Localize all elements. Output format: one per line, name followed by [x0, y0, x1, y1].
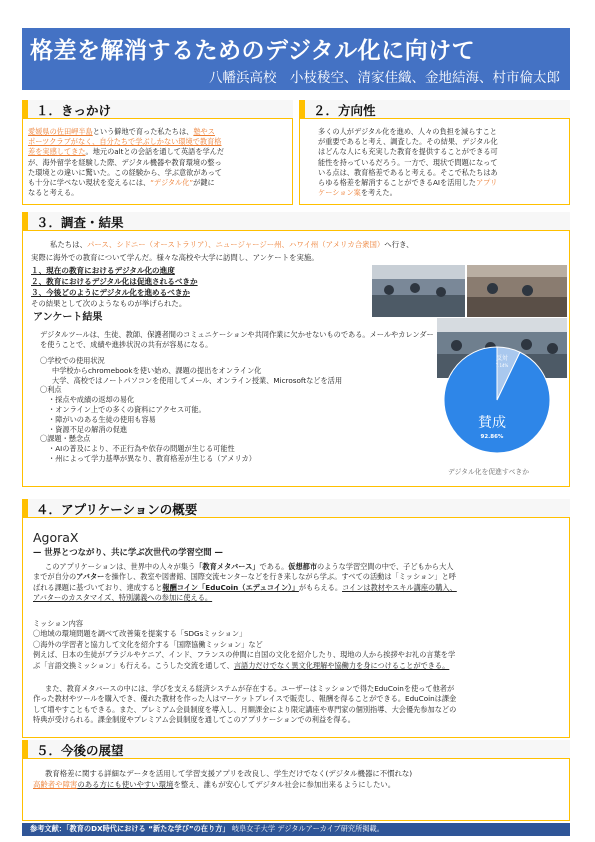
question-3: ３、今後どのようにデジタル化を進めるべきか: [31, 288, 191, 297]
result-summary: デジタルツールは、生徒、教師、保護者間のコミュニケーションや共同作業に欠かせないものである。メールやカレンダー を使うことで、成績や進捗状況の共有が容易になる。: [40, 330, 434, 350]
section-4-heading: ４．アプリケーションの概要: [22, 499, 570, 518]
result-title: アンケート結果: [33, 312, 103, 323]
mission-list: ミッション内容 〇地域の環境問題を調べて改善策を提案する「SDGsミッション」 〇海外の学習者と協力して文化を紹介する「国際協働ミッション」など 例えば、日本の生徒がブラジルやケニア、インド、フランスの仲間に自国の文化を紹介したり、現地の人から挨拶やお礼の言葉を学 ぶ「言語交換ミッション」も行える。こうした交流を通して、言語力だけでなく異文化理解や協働力を身につけることができる。: [33, 619, 456, 670]
pie-label-agree: 賛成: [478, 415, 506, 431]
app-description: このアプリケーションは、世界中の人々が集う「教育メタバース」である。仮想都市のような学習空間の中で、子どもから大人 までが自分のアバターを操作し、教室や図書館、国際交流センターなどを行き来しながら学ぶ。すべての活動は「ミッション」と呼 ばれる課題に基づいており、達成すると報酬コイン「EduCoin（エデュコイン）」がもらえる。コインは教材やスキル講座の購入、 アバターのカスタマイズ、特別講義への参加に使える。: [33, 562, 457, 603]
reference-source: 岐阜女子大学 デジタルアーカイブ研究所掲載。: [231, 824, 384, 833]
section-1-body: 愛媛県の佐田岬半島という僻地で育った私たちは、塾やス ポーツクラブがなく、自分たちで学ぶしかない環境で教育格 差を実感してきた。地元のaltとの会話を通して英語を学んだ が、海外留学を経験した際、デジタル機器や教育環境の整っ た環境との違いに驚いた。この経験から、学ぶ意欲があって も十分に学べない現状を変えるには、“デジタル化”が鍵に なると考える。: [28, 127, 225, 198]
references-bar: [22, 823, 570, 836]
survey-pie-chart: [440, 345, 555, 455]
section-2-heading: ２．方向性: [299, 100, 570, 119]
pie-pct-oppose: 7.14%: [495, 363, 509, 368]
outlook-text: 教育格差に関する詳細なデータを活用して学習支援アプリを改良し、学生だけでなく(デジタル機器に不慣れな) 高齢者や障害のある方にも使いやすい環境を整え、誰もが安心してデジタル社会に参加出来るようにしたい。: [33, 769, 413, 789]
app-subtitle: — 世界とつながり、共に学ぶ次世代の学習空間 —: [33, 547, 223, 557]
survey-after: その結果として次のようなものが挙げられた。: [31, 299, 187, 308]
section-2-body: 多くの人がデジタル化を進め、人々の負担を減らすこと が重要であると考え、調査した。その結果、デジタル化 はどんな人にも充実した教育を提供することができる可 能性を持っているだろう。一方で、現状で問題になって いる点は、教育格差であると考える。そこで私たちはあ らゆる格差を解消することができるAIを活用したアプリ ケーション案を考えた。: [318, 127, 498, 198]
question-1: １、現在の教育におけるデジタル化の進度: [31, 266, 175, 275]
economy-description: また、教育メタバースの中には、学びを支える経済システムが存在する。ユーザーはミッションで得たEduCoinを使って他者が 作った教材やツールを購入でき、優れた教材を作った人はマーケットプレイスで販売し、報酬を得ることができる。EduCoinは課金 して増やすこともできる。また、プレミアム会員制度を導入し、月額課金により限定講座や専門家の個別指導、大会優先参加などの 特典が受けられる。課金制度やプレミアム会員制度を通してこのアプリケーションでの利益を得る。: [33, 684, 457, 725]
survey-intro-2: 実際に海外での教育について学んだ。様々な高校や大学に訪問し、アンケートを実施。: [31, 253, 319, 262]
section-1-heading: １．きっかけ: [22, 100, 293, 119]
authors: 八幡浜高校 小枝稜空、清家佳織、金地結海、村市倫太郎: [209, 70, 560, 86]
section-3-heading: ３．調査・結果: [22, 212, 570, 231]
question-2: ２、教育におけるデジタル化は促進されるべきか: [31, 277, 198, 286]
pie-label-oppose: 反対: [495, 355, 509, 362]
survey-questions: [31, 265, 198, 298]
app-name: AgoraX: [33, 530, 79, 545]
pie-caption: デジタル化を促進すべきか: [448, 468, 530, 476]
poster-header: [22, 28, 570, 90]
survey-intro: 私たちは、パース、シドニー（オーストラリア）、ニュージャージー州、ハワイ州（アメリカ合衆国）へ行き、: [50, 240, 414, 249]
pie-pct-agree: 92.86%: [480, 434, 504, 440]
references-label: 参考文献：: [30, 824, 66, 833]
survey-photo-2: [467, 265, 567, 317]
section-5-heading: ５．今後の展望: [22, 740, 570, 759]
poster-title: 格差を解消するためのデジタル化に向けて: [30, 38, 476, 64]
reference-title: 「教育のDX時代における “新たな学び”の在り方」: [65, 824, 230, 833]
survey-photo-1: [372, 265, 465, 317]
result-details: 〇学校での使用状況 中学校からchromebookを使い始め、課題の提出をオンライン化 大学、高校ではノートパソコンを使用してメール、オンライン授業、Microsoftなどを活用 〇利点 ・採点や成績の返却の易化 ・オンライン上での多くの資料にアクセス可能。 ・障がいのある生徒の使用も容易 ・資源不足の解消の促進 〇課題・懸念点 ・AIの普及により、不正行為や依存の問題が生じる可能性 ・州によって学力基準が異なり、教育格差が生じる（アメリカ）: [40, 356, 343, 463]
